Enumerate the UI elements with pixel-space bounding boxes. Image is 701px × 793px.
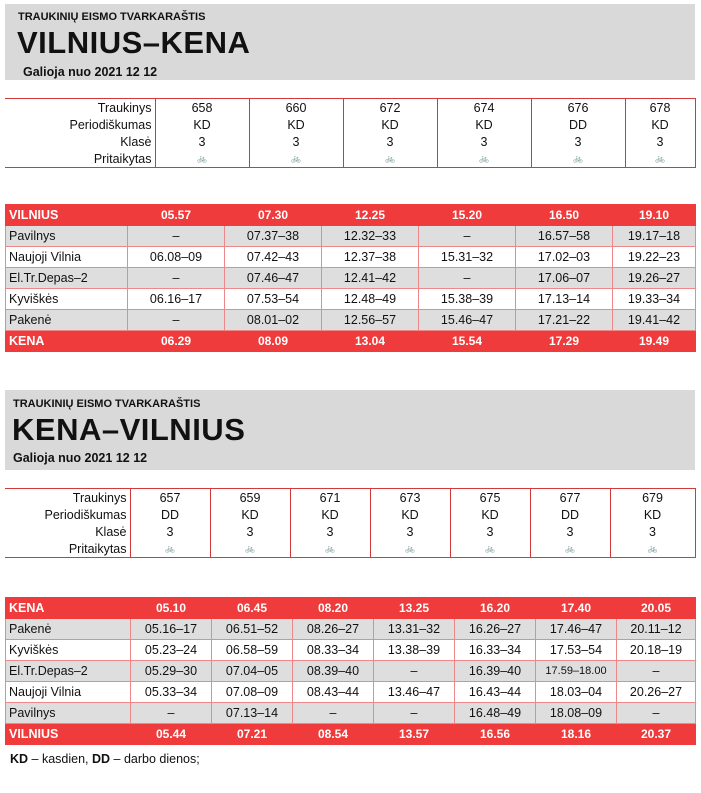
time-cell: 17.53–54 <box>536 640 617 661</box>
info-label: Traukinys <box>5 99 155 117</box>
time-cell: 07.13–14 <box>212 703 293 724</box>
time-cell: 08.09 <box>225 331 322 352</box>
station-row <box>6 619 696 640</box>
time-cell: – <box>128 226 225 247</box>
time-cell: 20.11–12 <box>617 619 696 640</box>
time-cell: – <box>374 661 455 682</box>
time-cell: – <box>293 703 374 724</box>
station-name: Naujoji Vilnia <box>6 682 131 703</box>
time-cell: 18.16 <box>536 724 617 745</box>
time-cell: 15.38–39 <box>419 289 516 310</box>
timetable-2-schedule <box>5 597 696 745</box>
time-cell: 20.18–19 <box>617 640 696 661</box>
info-cell: KD <box>370 506 450 523</box>
time-cell: 08.33–34 <box>293 640 374 661</box>
time-cell: 19.33–34 <box>613 289 696 310</box>
time-cell: 05.57 <box>128 205 225 226</box>
time-cell: 08.26–27 <box>293 619 374 640</box>
station-row <box>6 247 696 268</box>
info-cell: KD <box>343 116 437 133</box>
station-row <box>6 661 696 682</box>
station-name: KENA <box>6 331 128 352</box>
info-cell: 657 <box>130 489 210 507</box>
legend <box>10 752 200 766</box>
info-label: Periodiškumas <box>44 507 127 522</box>
time-cell: 20.26–27 <box>617 682 696 703</box>
time-cell: 16.33–34 <box>455 640 536 661</box>
bicycle-icon: 🚲 <box>130 540 210 558</box>
station-name: VILNIUS <box>6 724 131 745</box>
info-cell: 3 <box>249 133 343 150</box>
bicycle-icon: 🚲 <box>290 540 370 558</box>
time-cell: – <box>419 226 516 247</box>
time-cell: 08.01–02 <box>225 310 322 331</box>
time-cell: 07.21 <box>212 724 293 745</box>
time-cell: 16.48–49 <box>455 703 536 724</box>
time-cell: 18.03–04 <box>536 682 617 703</box>
bicycle-icon: 🚲 <box>625 150 695 168</box>
legend-dd: DD <box>92 752 111 766</box>
bicycle-icon: 🚲 <box>155 150 249 168</box>
time-cell: 18.08–09 <box>536 703 617 724</box>
info-cell: KD <box>210 506 290 523</box>
info-cell: 3 <box>290 523 370 540</box>
time-cell: 12.48–49 <box>322 289 419 310</box>
station-name: Kyviškės <box>6 289 128 310</box>
time-cell: 16.56 <box>455 724 536 745</box>
station-name: KENA <box>6 598 131 619</box>
time-cell: 15.54 <box>419 331 516 352</box>
info-row-trains <box>5 489 695 507</box>
time-cell: – <box>131 703 212 724</box>
time-cell: 06.16–17 <box>128 289 225 310</box>
time-cell: 16.20 <box>455 598 536 619</box>
timetable-2-header <box>5 390 695 470</box>
time-cell: – <box>128 310 225 331</box>
time-cell: 07.46–47 <box>225 268 322 289</box>
info-cell: 3 <box>610 523 695 540</box>
info-cell: 672 <box>343 99 437 117</box>
info-label: Pritaikytas <box>5 150 155 168</box>
time-cell: 06.51–52 <box>212 619 293 640</box>
station-row <box>6 331 696 352</box>
info-cell: KD <box>155 116 249 133</box>
info-cell: DD <box>531 116 625 133</box>
time-cell: 19.17–18 <box>613 226 696 247</box>
time-cell: 13.31–32 <box>374 619 455 640</box>
time-cell: 17.13–14 <box>516 289 613 310</box>
time-cell: 08.54 <box>293 724 374 745</box>
info-row-trains <box>5 99 695 117</box>
station-name: Pavilnys <box>6 703 131 724</box>
station-row <box>6 640 696 661</box>
time-cell: 17.06–07 <box>516 268 613 289</box>
station-name: Kyviškės <box>6 640 131 661</box>
time-cell: 16.57–58 <box>516 226 613 247</box>
info-cell: 677 <box>530 489 610 507</box>
info-cell: 671 <box>290 489 370 507</box>
timetable-1-train-info <box>5 98 695 168</box>
time-cell: 07.30 <box>225 205 322 226</box>
station-name: El.Tr.Depas–2 <box>6 661 131 682</box>
time-cell: 06.08–09 <box>128 247 225 268</box>
time-cell: 08.20 <box>293 598 374 619</box>
station-row <box>6 289 696 310</box>
time-cell: 13.25 <box>374 598 455 619</box>
info-cell: 3 <box>130 523 210 540</box>
info-cell: 3 <box>370 523 450 540</box>
time-cell: 19.22–23 <box>613 247 696 268</box>
time-cell: 12.56–57 <box>322 310 419 331</box>
legend-kd: KD <box>10 752 29 766</box>
station-name: Pakenė <box>6 619 131 640</box>
time-cell: 07.53–54 <box>225 289 322 310</box>
station-row <box>6 598 696 619</box>
time-cell: 05.23–24 <box>131 640 212 661</box>
time-cell: 06.45 <box>212 598 293 619</box>
time-cell: 17.40 <box>536 598 617 619</box>
info-label: Traukinys <box>5 489 130 507</box>
info-cell: 3 <box>450 523 530 540</box>
bicycle-icon: 🚲 <box>249 150 343 168</box>
time-cell: 07.42–43 <box>225 247 322 268</box>
time-cell: – <box>617 661 696 682</box>
station-name: Pakenė <box>6 310 128 331</box>
info-cell: 674 <box>437 99 531 117</box>
legend-dd-text: – darbo dienos; <box>110 752 200 766</box>
time-cell: 19.41–42 <box>613 310 696 331</box>
info-cell: DD <box>130 506 210 523</box>
station-name: El.Tr.Depas–2 <box>6 268 128 289</box>
info-row-klase <box>5 133 695 150</box>
info-cell: 659 <box>210 489 290 507</box>
time-cell: 17.29 <box>516 331 613 352</box>
info-cell: 675 <box>450 489 530 507</box>
info-cell: KD <box>437 116 531 133</box>
time-cell: 17.59–18.00 <box>536 661 617 682</box>
time-cell: 08.43–44 <box>293 682 374 703</box>
bicycle-icon: 🚲 <box>437 150 531 168</box>
timetable-2-valid-from: Galioja nuo 2021 12 12 <box>13 451 148 465</box>
timetable-2-subtitle: TRAUKINIŲ EISMO TVARKARAŠTIS <box>13 398 201 410</box>
info-row-bike <box>5 540 695 558</box>
info-cell: 679 <box>610 489 695 507</box>
info-row-bike <box>5 150 695 168</box>
time-cell: 16.50 <box>516 205 613 226</box>
info-cell: 660 <box>249 99 343 117</box>
info-cell: 3 <box>343 133 437 150</box>
time-cell: 05.16–17 <box>131 619 212 640</box>
info-cell: 676 <box>531 99 625 117</box>
timetable-1-title: VILNIUS–KENA <box>17 25 251 60</box>
info-label: Periodiškumas <box>69 117 152 132</box>
time-cell: 07.37–38 <box>225 226 322 247</box>
bicycle-icon: 🚲 <box>450 540 530 558</box>
info-cell: 3 <box>437 133 531 150</box>
info-cell: 3 <box>531 133 625 150</box>
info-cell: DD <box>530 506 610 523</box>
time-cell: 17.21–22 <box>516 310 613 331</box>
time-cell: 12.32–33 <box>322 226 419 247</box>
info-row-klase <box>5 523 695 540</box>
time-cell: 12.37–38 <box>322 247 419 268</box>
time-cell: 12.41–42 <box>322 268 419 289</box>
time-cell: 05.29–30 <box>131 661 212 682</box>
station-row <box>6 268 696 289</box>
bicycle-icon: 🚲 <box>530 540 610 558</box>
info-cell: KD <box>290 506 370 523</box>
time-cell: 07.04–05 <box>212 661 293 682</box>
info-label: Klasė <box>95 524 127 539</box>
timetable-1-valid-from: Galioja nuo 2021 12 12 <box>23 65 158 79</box>
time-cell: 16.39–40 <box>455 661 536 682</box>
time-cell: – <box>419 268 516 289</box>
info-cell: 678 <box>625 99 695 117</box>
time-cell: 16.43–44 <box>455 682 536 703</box>
time-cell: 12.25 <box>322 205 419 226</box>
timetable-2-train-info <box>5 488 696 558</box>
time-cell: 05.10 <box>131 598 212 619</box>
time-cell: 07.08–09 <box>212 682 293 703</box>
info-cell: 3 <box>625 133 695 150</box>
station-row <box>6 682 696 703</box>
info-cell: KD <box>610 506 695 523</box>
time-cell: – <box>128 268 225 289</box>
bicycle-icon: 🚲 <box>343 150 437 168</box>
timetable-1-subtitle: TRAUKINIŲ EISMO TVARKARAŠTIS <box>18 11 206 23</box>
time-cell: 15.31–32 <box>419 247 516 268</box>
info-row-period <box>5 116 695 133</box>
time-cell: 13.57 <box>374 724 455 745</box>
time-cell: 13.38–39 <box>374 640 455 661</box>
info-label: Pritaikytas <box>5 540 130 558</box>
info-cell: KD <box>450 506 530 523</box>
bicycle-icon: 🚲 <box>610 540 695 558</box>
time-cell: 06.29 <box>128 331 225 352</box>
info-cell: 673 <box>370 489 450 507</box>
info-row-period <box>5 506 695 523</box>
time-cell: – <box>617 703 696 724</box>
time-cell: 13.04 <box>322 331 419 352</box>
station-row <box>6 703 696 724</box>
station-name: Naujoji Vilnia <box>6 247 128 268</box>
bicycle-icon: 🚲 <box>370 540 450 558</box>
time-cell: 17.02–03 <box>516 247 613 268</box>
time-cell: – <box>374 703 455 724</box>
timetable-2-title: KENA–VILNIUS <box>12 412 246 447</box>
station-row <box>6 724 696 745</box>
time-cell: 19.10 <box>613 205 696 226</box>
bicycle-icon: 🚲 <box>531 150 625 168</box>
bicycle-icon: 🚲 <box>210 540 290 558</box>
info-cell: 658 <box>155 99 249 117</box>
time-cell: 20.05 <box>617 598 696 619</box>
station-row <box>6 205 696 226</box>
info-cell: 3 <box>155 133 249 150</box>
station-name: VILNIUS <box>6 205 128 226</box>
time-cell: 15.46–47 <box>419 310 516 331</box>
time-cell: 20.37 <box>617 724 696 745</box>
timetable-1-schedule <box>5 204 696 352</box>
station-row <box>6 310 696 331</box>
station-row <box>6 226 696 247</box>
info-cell: 3 <box>210 523 290 540</box>
info-cell: KD <box>249 116 343 133</box>
info-cell: 3 <box>530 523 610 540</box>
time-cell: 17.46–47 <box>536 619 617 640</box>
time-cell: 06.58–59 <box>212 640 293 661</box>
time-cell: 05.44 <box>131 724 212 745</box>
info-cell: KD <box>625 116 695 133</box>
timetable-1-header <box>5 4 695 80</box>
time-cell: 15.20 <box>419 205 516 226</box>
time-cell: 19.26–27 <box>613 268 696 289</box>
time-cell: 13.46–47 <box>374 682 455 703</box>
time-cell: 16.26–27 <box>455 619 536 640</box>
info-label: Klasė <box>120 134 152 149</box>
time-cell: 08.39–40 <box>293 661 374 682</box>
legend-kd-text: – kasdien, <box>28 752 92 766</box>
station-name: Pavilnys <box>6 226 128 247</box>
time-cell: 05.33–34 <box>131 682 212 703</box>
time-cell: 19.49 <box>613 331 696 352</box>
